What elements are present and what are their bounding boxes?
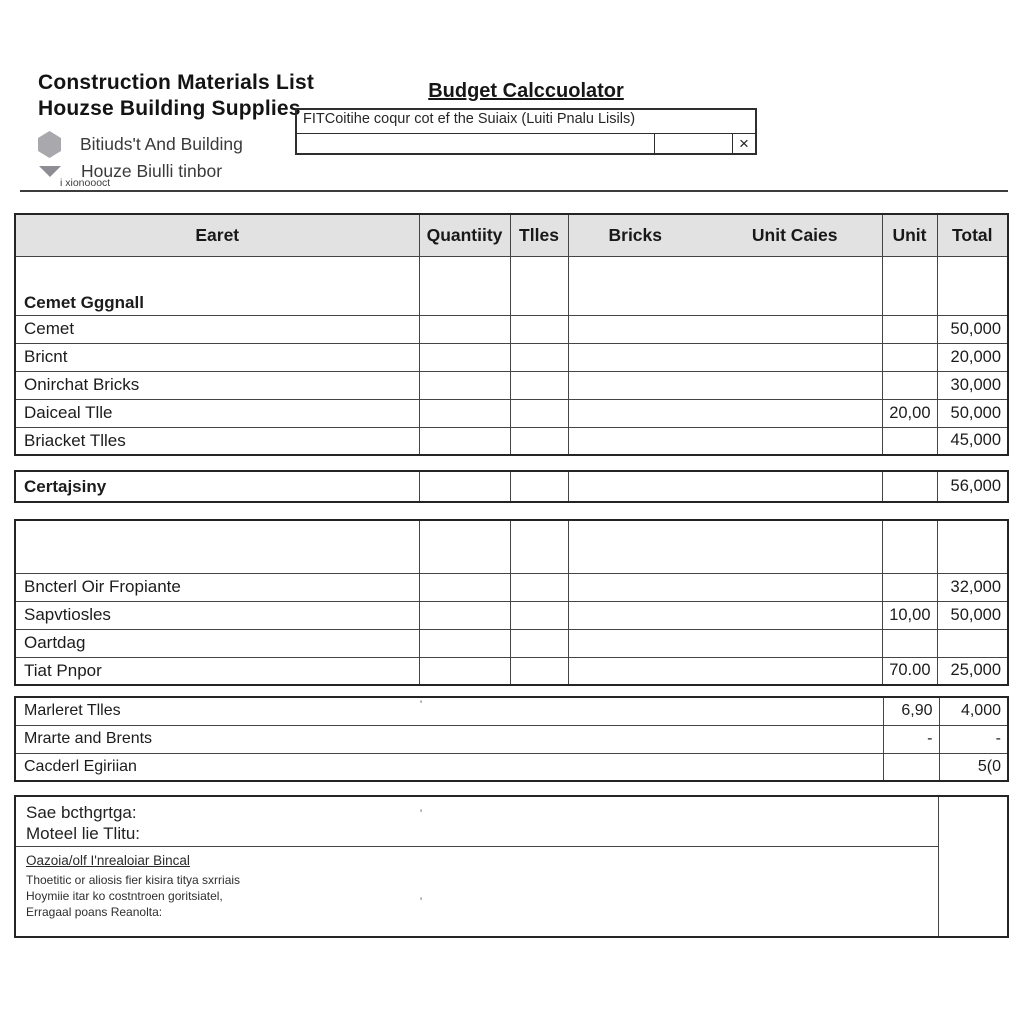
empty-cell: [419, 399, 510, 427]
unit-cell: 20,00: [882, 399, 937, 427]
empty-cell: [568, 657, 882, 685]
unit-cell: 10,00: [882, 601, 937, 629]
empty-cell: [510, 629, 568, 657]
item-cell: [15, 520, 419, 573]
table-row: [15, 371, 1008, 399]
col-header-tiles: Tlles: [510, 214, 568, 256]
unit-cell: [882, 315, 937, 343]
empty-cell: [510, 343, 568, 371]
empty-cell: [510, 371, 568, 399]
item-cell: Briacket Tlles: [15, 427, 419, 455]
footer-note1: Thoetitic or aliosis fier kisira titya sxrriais: [26, 873, 241, 887]
materials-table-2: [14, 519, 1009, 686]
materials-table: [14, 213, 1009, 456]
empty-cell: [510, 315, 568, 343]
table-row: [15, 601, 1008, 629]
summary-total: 56,000: [937, 471, 1008, 502]
empty-cell: [568, 629, 882, 657]
unit-cell: [882, 256, 937, 315]
empty-cell: [568, 315, 882, 343]
unit-cell: [882, 520, 937, 573]
empty-cell: [419, 657, 510, 685]
empty-cell: [419, 471, 510, 502]
empty-cell: [419, 343, 510, 371]
header-divider: [20, 176, 1008, 192]
page-title-line2: Houzse Building Supplies: [38, 97, 301, 120]
empty-cell: [510, 427, 568, 455]
total-cell: 45,000: [937, 427, 1008, 455]
footer-line2: Moteel lie Tlitu:: [26, 824, 141, 843]
total-cell: 30,000: [937, 371, 1008, 399]
divider-segment: [20, 176, 55, 192]
budget-input[interactable]: [297, 134, 654, 154]
total-cell: 50,000: [937, 399, 1008, 427]
empty-cell: [510, 601, 568, 629]
empty-cell: [568, 343, 882, 371]
col-header-item: Earet: [15, 214, 419, 256]
total-cell: 25,000: [937, 657, 1008, 685]
empty-cell: [568, 520, 882, 573]
item-cell: Onirchat Bricks: [15, 371, 419, 399]
table-row: [15, 343, 1008, 371]
total-cell: 32,000: [937, 573, 1008, 601]
budget-field-row: [297, 134, 755, 154]
footer-right-cell: [938, 796, 1008, 937]
empty-cell: [419, 315, 510, 343]
empty-cell: [510, 399, 568, 427]
footer-note2: Hoymiie itar ko costntroen goritsiatel,: [26, 889, 223, 903]
stray-mark: ': [420, 699, 423, 711]
empty-cell: [510, 573, 568, 601]
total-cell: -: [939, 725, 1008, 753]
footer-line1: Sae bcthgrtga:: [26, 803, 137, 822]
summary-row: [15, 471, 1008, 502]
total-cell: 20,000: [937, 343, 1008, 371]
empty-cell: [568, 256, 882, 315]
empty-cell: [568, 371, 882, 399]
unit-cell: [883, 753, 939, 781]
total-cell: 5(0: [939, 753, 1008, 781]
unit-cell: [882, 371, 937, 399]
stray-mark: ': [420, 808, 423, 820]
unit-cell: [882, 629, 937, 657]
unit-cell: -: [883, 725, 939, 753]
unit-cell: 6,90: [883, 697, 939, 725]
empty-cell: [419, 427, 510, 455]
unit-cell: [882, 573, 937, 601]
col-header-bricks-unitcaies: [568, 214, 882, 256]
budget-calculator-heading: Budget Calccuolator: [428, 80, 624, 102]
footer-row-2: [15, 847, 1008, 937]
table-row: [15, 657, 1008, 685]
total-cell: [937, 629, 1008, 657]
table-row: [15, 629, 1008, 657]
total-cell: 50,000: [937, 315, 1008, 343]
col-header-total: Total: [937, 214, 1008, 256]
empty-cell: [419, 520, 510, 573]
item-cell: Bncterl Oir Fropiante: [15, 573, 419, 601]
col-header-quantity: Quantiity: [419, 214, 510, 256]
table-row: [15, 427, 1008, 455]
stray-mark: ': [420, 896, 423, 908]
total-cell: 50,000: [937, 601, 1008, 629]
table-row: [15, 753, 1008, 781]
item-cell: Mrarte and Brents: [15, 725, 883, 753]
empty-cell: [510, 657, 568, 685]
total-cell: 4,000: [939, 697, 1008, 725]
table-row: [15, 399, 1008, 427]
table-row: [15, 573, 1008, 601]
item-cell: Marleret Tlles: [15, 697, 883, 725]
divider-footnote: i xionoooct: [55, 177, 115, 192]
footer-row-1: [15, 796, 1008, 847]
empty-cell: [568, 471, 882, 502]
footer-notes-cell: [15, 847, 938, 937]
unit-cell: [882, 427, 937, 455]
empty-cell: [419, 629, 510, 657]
brand-line1: Bitiuds't And Building: [80, 134, 243, 154]
empty-cell: [419, 371, 510, 399]
empty-cell: [510, 520, 568, 573]
budget-field-caption: FITCoitihe coqur cot ef the Suiaix (Luiti Pnalu Lisils): [297, 110, 755, 134]
empty-cell: [568, 427, 882, 455]
footer-notes-table: [14, 795, 1009, 938]
empty-cell: [419, 573, 510, 601]
disclaimer-link[interactable]: Oazoia/olf I'nrealoiar Bincal: [26, 853, 190, 868]
budget-empty-cell: [654, 134, 732, 154]
unit-cell: [882, 343, 937, 371]
brand-line2: Houze Biulli tinbor: [81, 161, 223, 181]
total-cell: [937, 256, 1008, 315]
col-header-unit: Unit: [882, 214, 937, 256]
item-cell: Oartdag: [15, 629, 419, 657]
item-cell: Tiat Pnpor: [15, 657, 419, 685]
item-cell: Cemet: [15, 315, 419, 343]
budget-calculator-box: [295, 108, 757, 155]
item-cell: Bricnt: [15, 343, 419, 371]
table-row: [15, 315, 1008, 343]
close-icon[interactable]: ×: [732, 134, 755, 154]
total-cell: [937, 520, 1008, 573]
footer-note3: Erragaal poans Reanolta:: [26, 905, 163, 919]
empty-cell: [419, 256, 510, 315]
brand-row-1: [38, 131, 243, 158]
item-cell: Daiceal Tlle: [15, 399, 419, 427]
summary-table: [14, 470, 1009, 503]
table-row: [15, 256, 1008, 315]
item-cell: Cacderl Egiriian: [15, 753, 883, 781]
empty-cell: [510, 471, 568, 502]
materials-table-3: [14, 696, 1009, 782]
summary-label: Certajsiny: [15, 471, 419, 502]
table-header-row: [15, 214, 1008, 256]
col-header-bricks: Bricks: [608, 224, 663, 245]
footer-summary-cell: [15, 796, 938, 847]
item-cell: Sapvtiosles: [15, 601, 419, 629]
empty-cell: [568, 399, 882, 427]
hexagon-logo-icon: [38, 131, 61, 158]
page-title-line1: Construction Materials List: [38, 71, 315, 94]
col-header-unit-caies: Unit Caies: [751, 224, 838, 245]
unit-cell: [882, 471, 937, 502]
page-title: [38, 70, 314, 122]
empty-cell: [419, 601, 510, 629]
empty-cell: [568, 573, 882, 601]
table-row: [15, 520, 1008, 573]
table-row: [15, 725, 1008, 753]
table-row: [15, 697, 1008, 725]
empty-cell: [510, 256, 568, 315]
unit-cell: 70.00: [882, 657, 937, 685]
item-cell: Cemet Gggnall: [15, 256, 419, 315]
empty-cell: [568, 601, 882, 629]
divider-segment: [115, 176, 1008, 192]
